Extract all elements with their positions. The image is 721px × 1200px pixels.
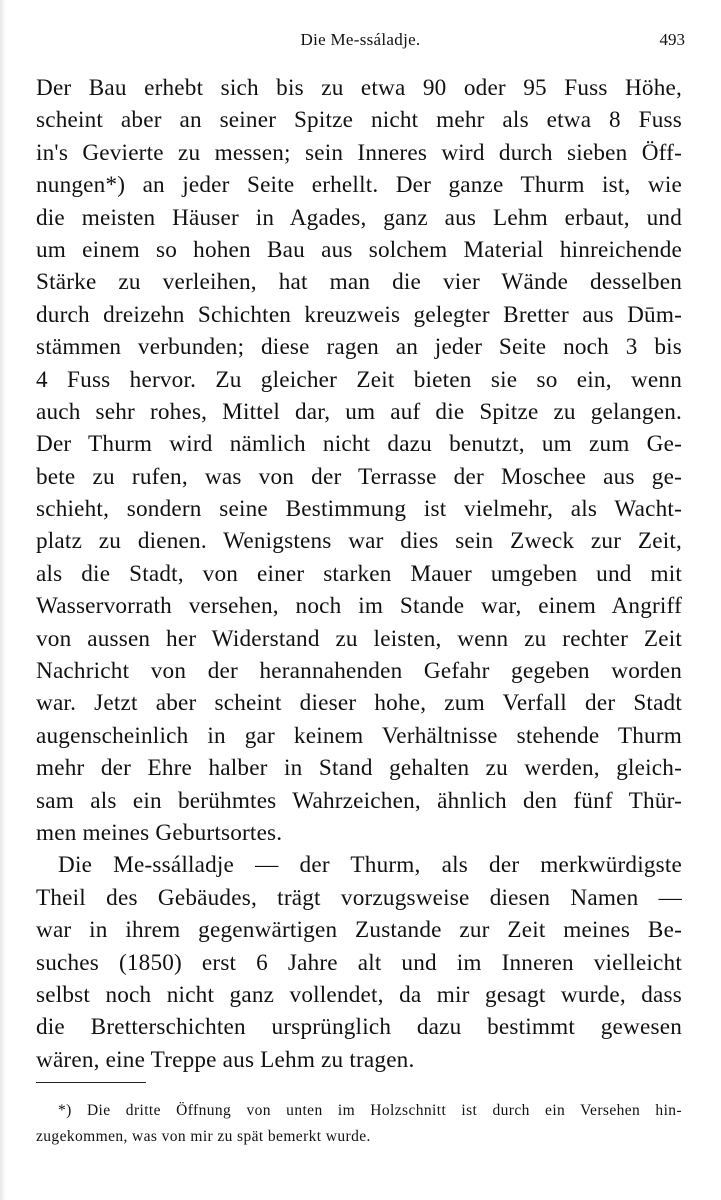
running-head [36, 30, 685, 54]
page-number: 493 [659, 30, 685, 49]
text-line: Theil des Gebäudes, trägt vorzugsweise diesen Namen — [36, 884, 682, 911]
text-line: in's Gevierte zu messen; sein Inneres wird durch sieben Öff- [36, 139, 682, 166]
text-line: platz zu dienen. Wenigstens war dies sein Zweck zur Zeit, [36, 528, 682, 555]
text-line: durch dreizehn Schichten kreuzweis gelegter Bretter aus Dūm- [36, 301, 682, 328]
page-edge-shadow [0, 0, 6, 1200]
text-line: mehr der Ehre halber in Stand gehalten zu werden, gleich- [36, 755, 682, 782]
text-line: war in ihrem gegenwärtigen Zustande zur Zeit meines Be- [36, 917, 682, 944]
text-line: Der Thurm wird nämlich nicht dazu benutzt, um zum Ge- [36, 431, 682, 458]
text-line: stämmen verbunden; diese ragen an jeder Seite noch 3 bis [36, 334, 682, 361]
text-line: die meisten Häuser in Agades, ganz aus Lehm erbaut, und [36, 204, 682, 231]
text-line: auch sehr rohes, Mittel dar, um auf die Spitze zu gelangen. [36, 398, 682, 425]
text-line: war. Jetzt aber scheint dieser hohe, zum Verfall der Stadt [36, 690, 682, 717]
paragraph-1 [36, 72, 682, 849]
text-line: schieht, sondern seine Bestimmung ist vielmehr, als Wacht- [36, 496, 682, 523]
text-line: bete zu rufen, was von der Terrasse der Moschee aus ge- [36, 463, 682, 490]
text-line: selbst noch nicht ganz vollendet, da mir gesagt wurde, dass [36, 981, 682, 1008]
body-text [36, 72, 682, 1076]
text-line: suches (1850) erst 6 Jahre alt und im Inneren vielleicht [36, 949, 682, 976]
footnote-line: *) Die dritte Öffnung von unten im Holzschnitt ist durch ein Versehen hin- [58, 1102, 682, 1119]
text-line: als die Stadt, von einer starken Mauer umgeben und mit [36, 560, 682, 587]
text-line: 4 Fuss hervor. Zu gleicher Zeit bieten sie so ein, wenn [36, 366, 682, 393]
footnote [36, 1098, 682, 1150]
text-line: men meines Geburtsortes. [36, 819, 283, 846]
text-line: augenscheinlich in gar keinem Verhältnisse stehende Thurm [36, 722, 682, 749]
paragraph-2 [36, 849, 682, 1076]
text-line: Der Bau erhebt sich bis zu etwa 90 oder 95 Fuss Höhe, [36, 75, 682, 101]
text-line: Wasservorrath versehen, noch im Stande war, einem Angriff [36, 593, 682, 620]
footnote-line: zugekommen, was von mir zu spät bemerkt wurde. [36, 1128, 371, 1145]
text-line: wären, eine Treppe aus Lehm zu tragen. [36, 1046, 415, 1073]
text-line: Stärke zu verleihen, hat man die vier Wände desselben [36, 269, 682, 296]
text-line: von aussen her Widerstand zu leisten, wenn zu rechter Zeit [36, 625, 682, 652]
text-line: nungen*) an jeder Seite erhellt. Der ganze Thurm ist, wie [36, 172, 682, 199]
text-line: sam als ein berühmtes Wahrzeichen, ähnlich den fünf Thür- [36, 787, 682, 814]
footnote-divider [36, 1082, 146, 1083]
running-title: Die Me-ssáladje. [300, 30, 421, 49]
text-line: Nachricht von der herannahenden Gefahr gegeben worden [36, 658, 682, 685]
text-line: um einem so hohen Bau aus solchem Material hinreichende [36, 236, 682, 263]
text-line: scheint aber an seiner Spitze nicht mehr als etwa 8 Fuss [36, 107, 682, 134]
text-line: Die Me-ssálladje — der Thurm, als der merkwürdigste [58, 852, 682, 879]
text-line: die Bretterschichten ursprünglich dazu bestimmt gewesen [36, 1014, 682, 1041]
